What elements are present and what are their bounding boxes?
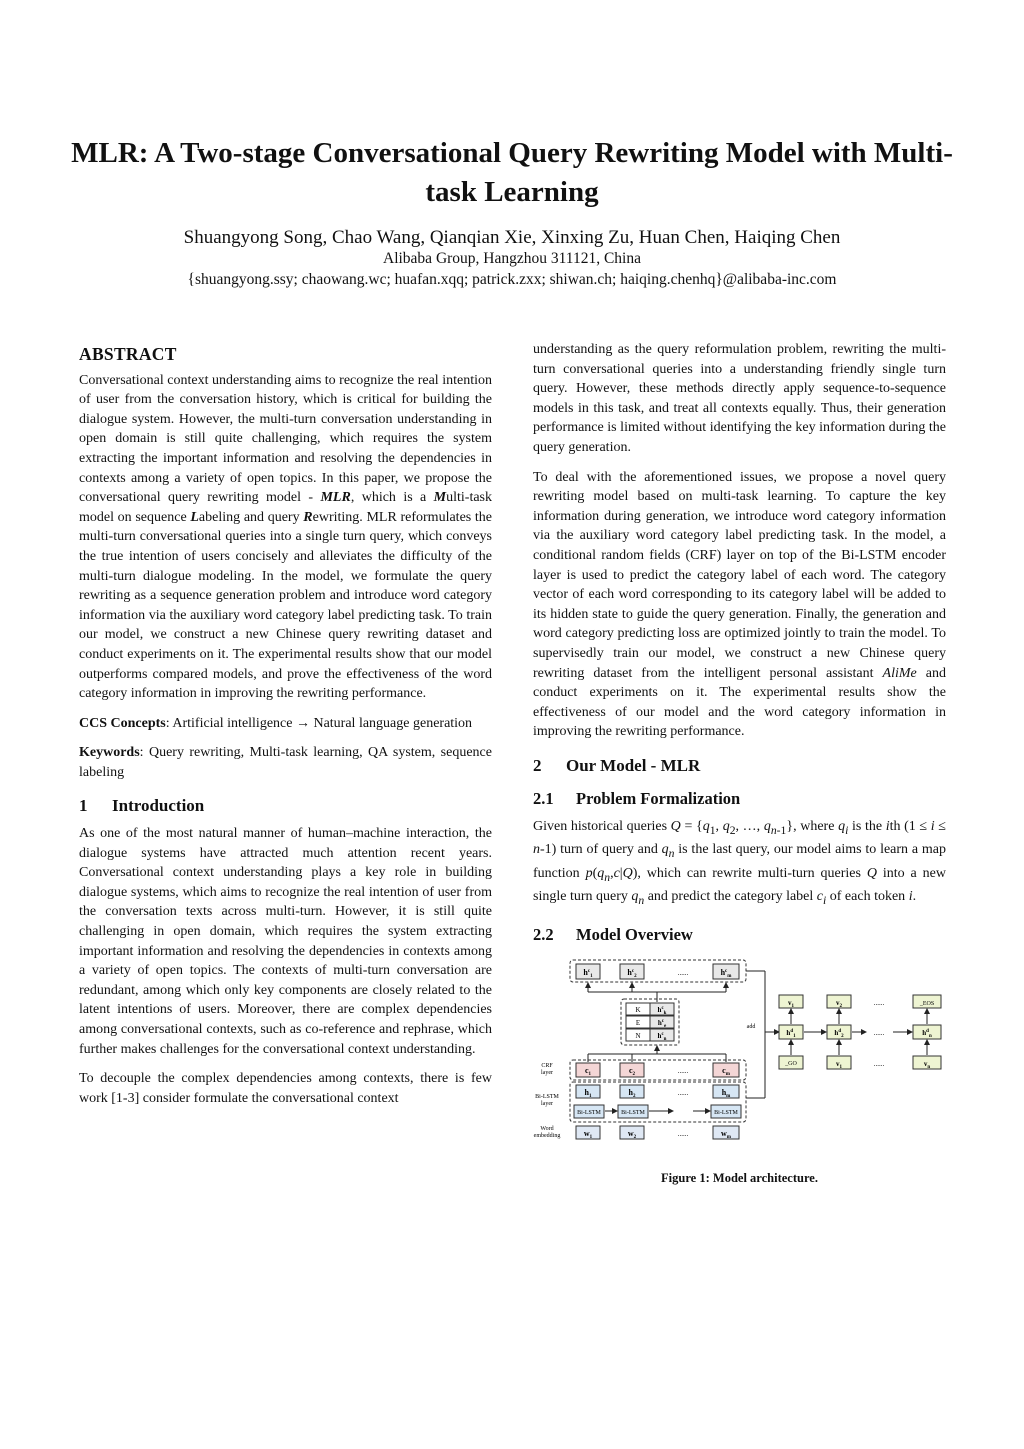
svg-text:hd1: $h^d_1$ xyxy=(786,1029,796,1040)
dots-label: ...... xyxy=(873,1060,885,1069)
svg-text:c2: $c_2$ xyxy=(628,1066,636,1078)
go-label: _GO xyxy=(785,1061,797,1068)
intro-paragraph-1: As one of the most natural manner of human–machine interaction, the dialogue systems have attracted much attention recent years. Conversational context understanding plays a key role in building dialogue systems, which aims to recognize the real intention of user from the conversation texts across multi-turn. However, it is still quite challenging in open domain, which requires the system extracting important information and resolving the dependencies in contexts among a variety of open topics. The contexts of multi-turn conversation are redundant, among which only key components are closely related to the latent intentions of users. Moreover, there are complex dependencies among conversational contexts, such as co-reference and rephrase, which further makes challenges for the conversational context understanding. xyxy=(79,826,492,1057)
svg-text:v1: $v_1$ xyxy=(836,1060,842,1071)
bilstm-label-2: layer xyxy=(541,1101,553,1108)
k-label: K xyxy=(635,1006,641,1015)
intro-paragraph-2-continued: understanding as the query reformulation problem, rewriting the multi-turn conversational queries into a understanding friendly single turn query. However, these methods directly apply sequence-to-sequence models in this task, and treat all contexts equally. Thus, their generation performance is limited without identifying the key information during the query generation. xyxy=(533,342,946,455)
problem-text: Given historical queries $Q = \{q_1$, $q_2$, …, $q_{n-1}$}, where $q_i$ is the ith (1 ≤ i ≤ n-1) turn of query and $q_n$ is the last query, our model aims to learn a map function $p(q_n,c|Q)$, which can rewrite multi-turn queries Q into a new single turn query $q_n$ and predict the category label $c_i$ of each token i. xyxy=(533,819,946,908)
add-label: add xyxy=(746,1024,756,1031)
svg-text:hc2: $h^c_2$ xyxy=(627,968,637,980)
keywords: Keywords: Query rewriting, Multi-task learning, QA system, sequence labeling xyxy=(79,745,492,780)
svg-text:hck: $h^c_k$ xyxy=(657,1006,667,1017)
svg-text:w2: $w_2$ xyxy=(627,1129,637,1141)
email-list: {shuangyong.ssy; chaowang.wc; huafan.xqq; patrick.zxx; shiwan.ch; haiqing.chenhq}@alibaba-inc.com xyxy=(187,271,837,288)
model-architecture-figure xyxy=(533,958,946,1158)
svg-text:hce: $h^c_e$ xyxy=(657,1019,667,1030)
svg-text:vn: $v_n$ xyxy=(923,1060,931,1071)
dots-label: ...... xyxy=(873,1029,885,1038)
dots-label: ...... xyxy=(677,1089,689,1098)
dots-label: ...... xyxy=(873,999,885,1008)
intro-paragraph-3: To deal with the aforementioned issues, we propose a novel query rewriting model based on multi-task learning. To capture the key information during generation, we introduce word category information via the auxiliary word category label predicting task. In the model, a conditional random fields (CRF) layer on top of the Bi-LSTM encoder layer is used to predict the category label of each word. The category vector of each word corresponding to its category label will be added to its hidden state to guide the query generation. Finally, the generation and word category predicting loss are optimized jointly to train the model. To supervisedly train our model, we construct a new Chinese query rewriting dataset from the intelligent personal assistant AliMe and conduct experiments on it. The experimental results show the effectiveness of our model and the word category information in improving the rewriting performance. xyxy=(533,469,947,740)
dots-label: ...... xyxy=(677,969,689,978)
svg-text:cm: $c_m$ xyxy=(722,1066,730,1078)
svg-text:hc1: $h^c_1$ xyxy=(583,968,593,980)
abstract-heading: ABSTRACT xyxy=(79,344,177,364)
svg-text:w1: $w_1$ xyxy=(583,1129,593,1141)
svg-text:c1: $c_1$ xyxy=(584,1066,592,1078)
left-column xyxy=(79,340,492,1118)
paper-title: MLR: A Two-stage Conversational Query Rewriting Model with Multi-task Learning xyxy=(71,137,953,208)
svg-text:wm: $w_m$ xyxy=(721,1129,731,1141)
right-column xyxy=(533,340,946,1188)
word-label-2: embedding xyxy=(533,1133,561,1140)
bilstm-label: Bi-LSTM xyxy=(535,1094,559,1101)
intro-paragraph-2: To decouple the complex dependencies among contexts, there is few work [1-3] consider formulate the conversational context xyxy=(79,1071,492,1106)
svg-text:h2: $h_2$ xyxy=(628,1088,636,1100)
intro-heading: 1 Introduction xyxy=(79,796,205,816)
problem-heading: 2.1 Problem Formalization xyxy=(533,789,741,809)
author-list: Shuangyong Song, Chao Wang, Qianqian Xie, Xinxing Zu, Huan Chen, Haiqing Chen xyxy=(183,227,841,248)
svg-text:hd2: $h^d_2$ xyxy=(834,1029,844,1040)
e-label: E xyxy=(635,1019,641,1028)
svg-text:hdn: $h^d_n$ xyxy=(922,1029,932,1040)
svg-text:hcm: $h^c_m$ xyxy=(720,968,732,980)
model-heading: 2 Our Model - MLR xyxy=(533,755,701,775)
affiliation: Alibaba Group, Hangzhou 311121, China xyxy=(383,250,641,267)
svg-text:hm: $h_m$ xyxy=(721,1088,731,1100)
svg-text:hcn: $h^c_n$ xyxy=(657,1032,667,1043)
svg-text:h1: $h_1$ xyxy=(584,1088,592,1100)
bilstm-cell: Bi-LSTM xyxy=(577,1110,601,1117)
svg-text:v2: $v_2$ xyxy=(836,999,842,1010)
eos-label: _EOS xyxy=(919,1001,935,1008)
crf-label: CRF xyxy=(541,1063,553,1070)
crf-label-2: layer xyxy=(541,1070,553,1077)
svg-text:v1: $v_1$ xyxy=(788,999,794,1010)
overview-heading: 2.2 Model Overview xyxy=(533,924,693,944)
ccs-concepts: CCS Concepts: Artificial intelligence → Natural language generation xyxy=(79,715,473,731)
dots-label: ...... xyxy=(677,1067,689,1076)
abstract-text: Conversational context understanding aims to recognize the real intention of user from the conversation history, which is critical for building the dialogue system. However, the multi-turn conversation understanding in open domain is still quite challenging, which requires the system extracting the important information and resolving the dependencies in contexts among a variety of open topics. In this paper, we propose the conversational query rewriting model - MLR, which is a Multi-task model on sequence Labeling and query Rewriting. MLR reformulates the multi-turn conversational queries into a single turn query, which conveys the true intention of users concisely and alleviates the difficulty of the multi-turn dialogue modeling. In the model, we formulate the query rewriting as a sequence generation problem and introduce word category information via the auxiliary word category label predicting task. To train our model, we construct a new Chinese query rewriting dataset and conduct experiments on it. The experimental results show that our model outperforms compared models, and prove the effectiveness of the word category information in improving the rewriting performance. xyxy=(79,372,493,702)
word-label: Word xyxy=(540,1126,554,1133)
figure-caption: Figure 1: Model architecture. xyxy=(661,1170,818,1185)
n-label: N xyxy=(635,1032,641,1041)
bilstm-cell: Bi-LSTM xyxy=(621,1110,645,1117)
dots-label: ...... xyxy=(677,1130,689,1139)
bilstm-cell: Bi-LSTM xyxy=(714,1110,738,1117)
